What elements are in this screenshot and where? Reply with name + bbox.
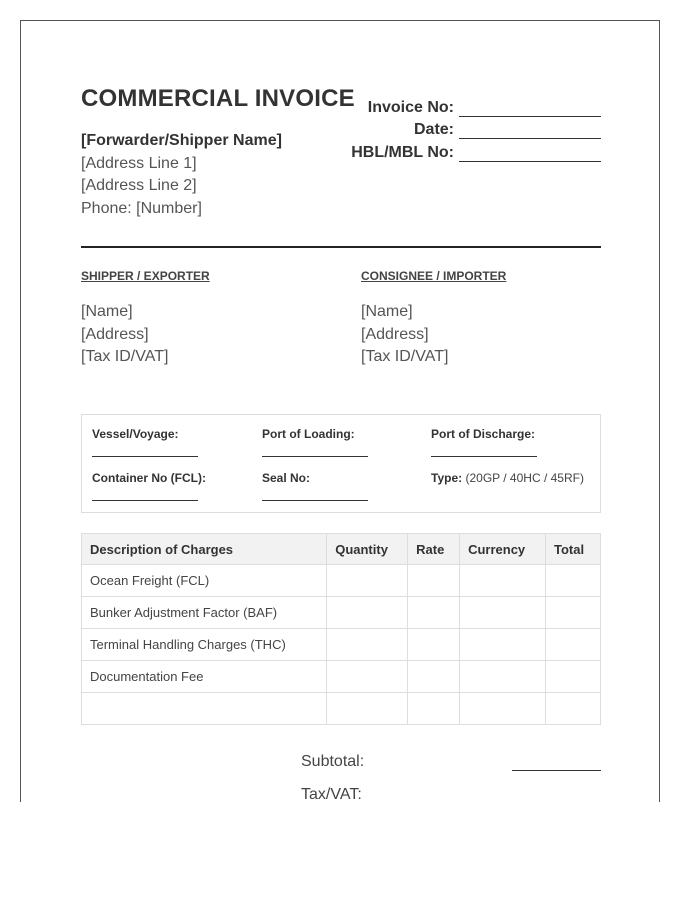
shipment-details-box — [81, 414, 601, 513]
charge-rate-cell[interactable] — [408, 565, 460, 597]
charge-quantity-cell[interactable] — [327, 565, 408, 597]
forwarder-address-line-2: [Address Line 2] — [81, 177, 197, 194]
port-of-loading-blank[interactable] — [262, 455, 368, 457]
port-of-discharge-label: Port of Discharge: — [431, 427, 536, 441]
charge-total-cell[interactable] — [546, 629, 601, 661]
column-header-currency: Currency — [460, 534, 546, 565]
seal-no-blank[interactable] — [262, 499, 368, 501]
seal-no-label: Seal No: — [262, 471, 311, 485]
charge-total-cell[interactable] — [546, 565, 601, 597]
date-blank[interactable] — [459, 124, 601, 139]
invoice-page — [20, 20, 660, 802]
consignee-name: [Name] — [361, 303, 413, 320]
subtotal-blank[interactable] — [512, 769, 601, 771]
table-row — [82, 629, 601, 661]
vessel-voyage-label: Vessel/Voyage: — [92, 427, 179, 441]
date-label: Date: — [413, 121, 454, 138]
charge-currency-cell[interactable] — [460, 565, 546, 597]
forwarder-name: [Forwarder/Shipper Name] — [81, 132, 282, 149]
port-of-loading-label: Port of Loading: — [262, 427, 355, 441]
port-of-discharge-blank[interactable] — [431, 455, 537, 457]
table-row — [82, 693, 601, 725]
charge-currency-cell[interactable] — [460, 693, 546, 725]
charge-description: Documentation Fee — [82, 661, 327, 693]
hbl-mbl-blank[interactable] — [459, 147, 601, 162]
charge-currency-cell[interactable] — [460, 661, 546, 693]
table-row — [82, 565, 601, 597]
container-type-options: (20GP / 40HC / 45RF) — [465, 471, 584, 485]
charge-quantity-cell[interactable] — [327, 693, 408, 725]
column-header-rate: Rate — [408, 534, 460, 565]
charge-rate-cell[interactable] — [408, 629, 460, 661]
invoice-number-label: Invoice No: — [367, 99, 454, 116]
subtotal-label: Subtotal: — [301, 753, 365, 770]
consignee-details — [361, 301, 448, 369]
forwarder-phone: Phone: [Number] — [81, 200, 202, 217]
forwarder-address-line-1: [Address Line 1] — [81, 155, 197, 172]
shipper-tax-id: [Tax ID/VAT] — [81, 348, 169, 365]
date-field — [414, 121, 601, 139]
container-no-label: Container No (FCL): — [92, 471, 206, 485]
charge-quantity-cell[interactable] — [327, 597, 408, 629]
charge-rate-cell[interactable] — [408, 597, 460, 629]
shipper-details — [81, 301, 168, 369]
tax-vat-label: Tax/VAT: — [301, 786, 362, 802]
column-header-description: Description of Charges — [82, 534, 327, 565]
charge-quantity-cell[interactable] — [327, 661, 408, 693]
charges-header-row — [82, 534, 601, 565]
hbl-mbl-label: HBL/MBL No: — [351, 144, 454, 161]
header-divider — [81, 246, 601, 248]
invoice-title: COMMERCIAL INVOICE — [81, 85, 355, 112]
consignee-address: [Address] — [361, 325, 429, 343]
invoice-number-blank[interactable] — [459, 102, 601, 117]
column-header-total: Total — [546, 534, 601, 565]
invoice-number-field — [368, 99, 601, 117]
container-type-label: Type: — [431, 471, 463, 485]
charge-currency-cell[interactable] — [460, 629, 546, 661]
charge-total-cell[interactable] — [546, 693, 601, 725]
charge-quantity-cell[interactable] — [327, 629, 408, 661]
charge-currency-cell[interactable] — [460, 597, 546, 629]
table-row — [82, 661, 601, 693]
vessel-voyage-blank[interactable] — [92, 455, 198, 457]
charges-table — [81, 533, 601, 725]
charge-total-cell[interactable] — [546, 661, 601, 693]
charge-rate-cell[interactable] — [408, 661, 460, 693]
shipper-name: [Name] — [81, 303, 133, 320]
charge-description: Terminal Handling Charges (THC) — [82, 629, 327, 661]
consignee-tax-id: [Tax ID/VAT] — [361, 348, 449, 365]
container-no-blank[interactable] — [92, 499, 198, 501]
charge-rate-cell[interactable] — [408, 693, 460, 725]
column-header-quantity: Quantity — [327, 534, 408, 565]
shipper-address: [Address] — [81, 325, 149, 343]
hbl-mbl-field — [351, 144, 601, 162]
charge-description: Bunker Adjustment Factor (BAF) — [82, 597, 327, 629]
charge-description[interactable] — [82, 693, 327, 725]
charge-total-cell[interactable] — [546, 597, 601, 629]
consignee-heading: CONSIGNEE / IMPORTER — [361, 269, 507, 283]
shipper-heading: SHIPPER / EXPORTER — [81, 269, 210, 283]
charge-description: Ocean Freight (FCL) — [82, 565, 327, 597]
table-row — [82, 597, 601, 629]
container-type-field — [431, 471, 584, 485]
